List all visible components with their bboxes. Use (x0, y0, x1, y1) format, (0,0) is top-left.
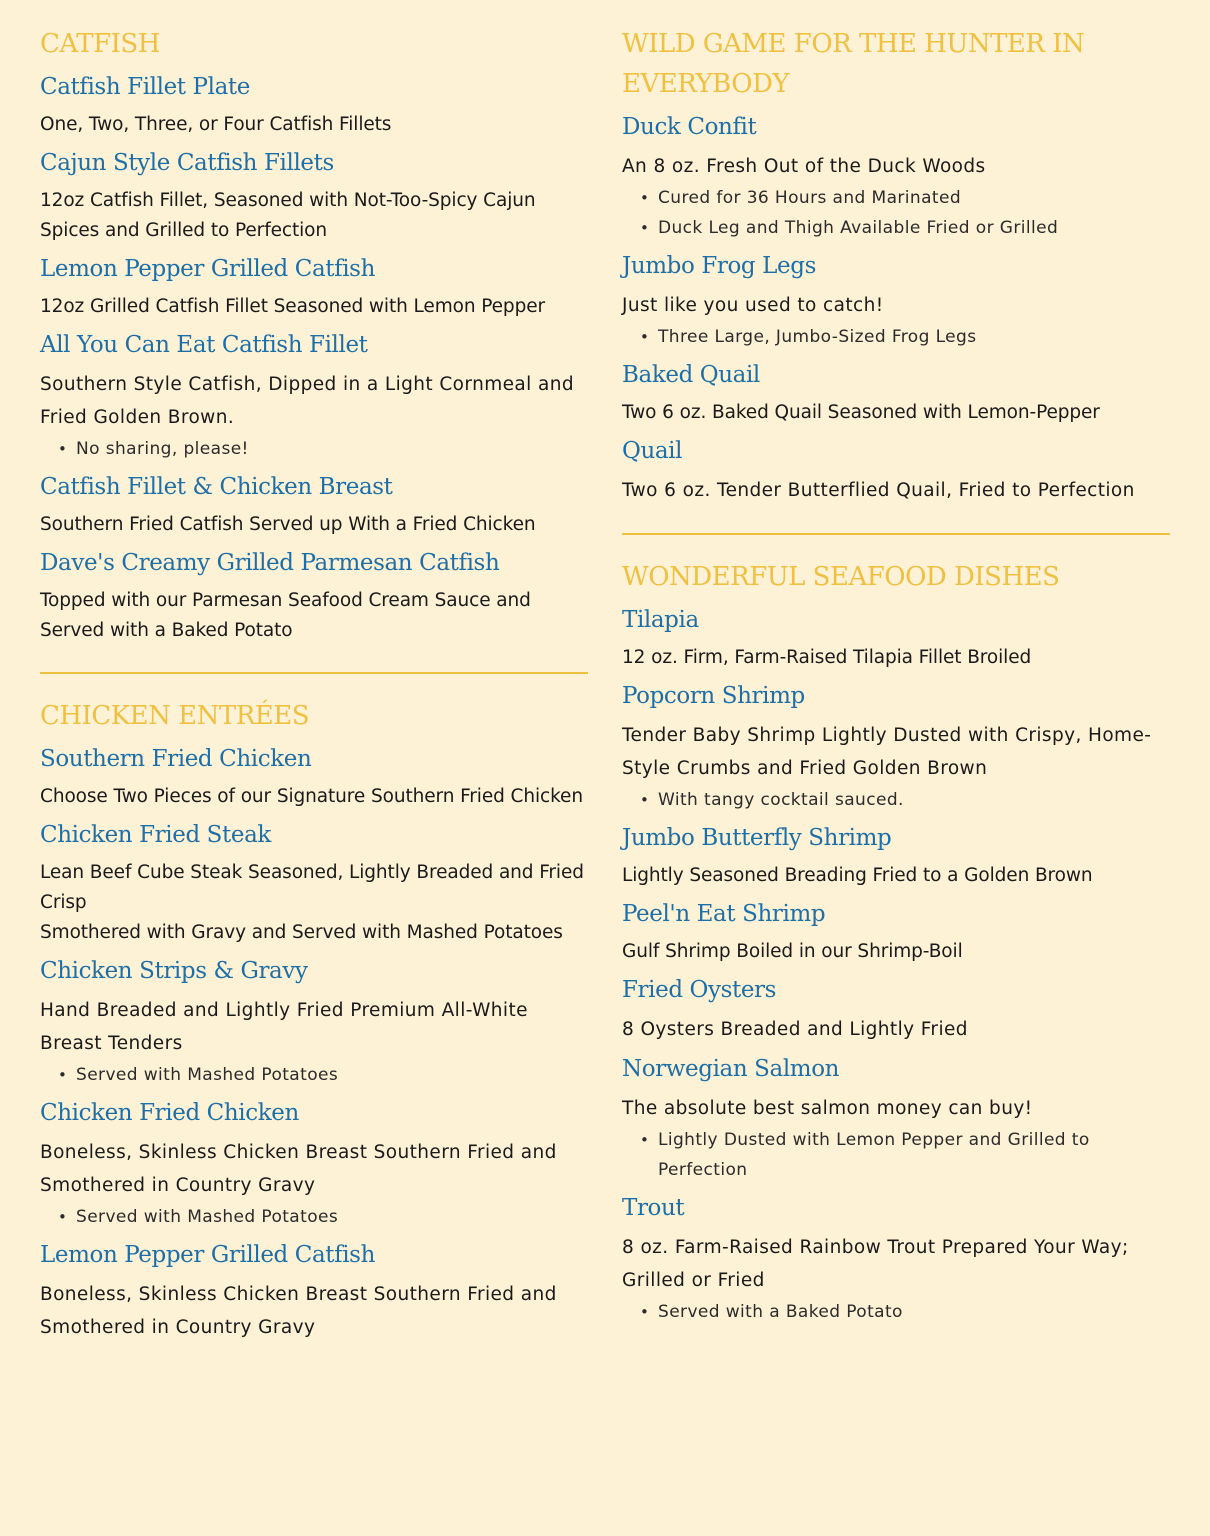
item-name: Chicken Fried Chicken (40, 1100, 299, 1126)
menu-item-fried-oysters (622, 973, 1170, 1046)
item-bullets (40, 434, 588, 464)
item-description: Just like you used to catch! (622, 295, 884, 316)
left-column (40, 24, 588, 1350)
item-description: Boneless, Skinless Chicken Breast Southern Fried and Smothered in Country Gravy (40, 1142, 557, 1196)
item-name: Tilapia (622, 607, 699, 633)
section-title: CATFISH (40, 29, 160, 59)
menu-item-peel-n-eat-shrimp (622, 897, 1170, 967)
item-description: 12oz Grilled Catfish Fillet Seasoned with Lemon Pepper (40, 296, 545, 317)
section-divider (40, 672, 588, 674)
item-description: Topped with our Parmesan Seafood Cream Sauce and Served with a Baked Potato (40, 590, 531, 641)
item-name: Dave's Creamy Grilled Parmesan Catfish (40, 550, 500, 576)
item-name: All You Can Eat Catfish Fillet (40, 332, 368, 358)
item-description: Tender Baby Shrimp Lightly Dusted with Crispy, Home-Style Crumbs and Fried Golden Brown (622, 725, 1152, 779)
item-name: Popcorn Shrimp (622, 683, 805, 709)
bullet-item: • Served with a Baked Potato (658, 1297, 1170, 1327)
menu-item-cajun-style-catfish-fillets (40, 146, 588, 246)
bullet-item: • No sharing, please! (76, 434, 588, 464)
menu-item-baked-quail (622, 358, 1170, 428)
item-description: 12oz Catfish Fillet, Seasoned with Not-Too-Spicy Cajun Spices and Grilled to Perfection (40, 190, 536, 241)
item-name: Jumbo Butterfly Shrimp (622, 825, 892, 851)
item-name: Trout (622, 1195, 685, 1221)
bullet-item: • Duck Leg and Thigh Available Fried or Grilled (658, 213, 1170, 243)
item-name: Chicken Fried Steak (40, 822, 271, 848)
section-title: CHICKEN ENTRÉES (40, 701, 310, 731)
bullet-item: • Served with Mashed Potatoes (76, 1060, 588, 1090)
menu-item-duck-confit (622, 110, 1170, 243)
menu-item-lemon-pepper-grilled-catfish (40, 1238, 588, 1344)
menu-item-jumbo-butterfly-shrimp (622, 821, 1170, 891)
item-description: Gulf Shrimp Boiled in our Shrimp-Boil (622, 941, 963, 962)
section-divider (622, 533, 1170, 535)
item-name: Southern Fried Chicken (40, 746, 312, 772)
item-bullets (622, 1297, 1170, 1327)
section-title: WILD GAME FOR THE HUNTER IN EVERYBODY (622, 29, 1085, 99)
item-bullets (40, 1202, 588, 1232)
menu-item-norwegian-salmon (622, 1052, 1170, 1185)
item-bullets (622, 1125, 1170, 1185)
item-description: 12 oz. Firm, Farm-Raised Tilapia Fillet Broiled (622, 647, 1032, 668)
menu-item-lemon-pepper-grilled-catfish (40, 252, 588, 322)
bullet-item: • Served with Mashed Potatoes (76, 1202, 588, 1232)
menu-item-dave-s-creamy-grilled-parmesan-catfish (40, 546, 588, 646)
item-bullets (622, 322, 1170, 352)
item-description: Two 6 oz. Baked Quail Seasoned with Lemon-Pepper (622, 402, 1100, 423)
item-description: Choose Two Pieces of our Signature Southern Fried Chicken (40, 786, 583, 807)
item-description: Grilled or Fried (622, 1270, 765, 1291)
item-description: 8 oz. Farm-Raised Rainbow Trout Prepared Your Way; (622, 1237, 1129, 1258)
bullet-item: • Three Large, Jumbo-Sized Frog Legs (658, 322, 1170, 352)
item-name: Jumbo Frog Legs (622, 253, 816, 279)
item-name: Lemon Pepper Grilled Catfish (40, 1242, 376, 1268)
item-description: Smothered with Gravy and Served with Mashed Potatoes (40, 922, 563, 943)
item-description: Two 6 oz. Tender Butterflied Quail, Fried to Perfection (622, 480, 1135, 501)
item-name: Quail (622, 438, 683, 464)
item-bullets (622, 183, 1170, 243)
menu-item-southern-fried-chicken (40, 742, 588, 812)
item-name: Peel'n Eat Shrimp (622, 901, 826, 927)
item-name: Cajun Style Catfish Fillets (40, 150, 334, 176)
item-description: One, Two, Three, or Four Catfish Fillets (40, 114, 392, 135)
section-title: WONDERFUL SEAFOOD DISHES (622, 562, 1060, 592)
menu-item-all-you-can-eat-catfish-fillet (40, 328, 588, 464)
item-description: Lean Beef Cube Steak Seasoned, Lightly Breaded and Fried Crisp (40, 862, 584, 913)
item-description: 8 Oysters Breaded and Lightly Fried (622, 1019, 968, 1040)
item-name: Chicken Strips & Gravy (40, 958, 308, 984)
menu-item-catfish-fillet-chicken-breast (40, 470, 588, 540)
menu-item-catfish-fillet-plate (40, 70, 588, 140)
item-description: The absolute best salmon money can buy! (622, 1098, 1033, 1119)
right-column (622, 24, 1170, 1333)
menu-item-chicken-strips-gravy (40, 954, 588, 1090)
item-description: Hand Breaded and Lightly Fried Premium All-White Breast Tenders (40, 1000, 528, 1054)
item-description: Boneless, Skinless Chicken Breast Southern Fried and Smothered in Country Gravy (40, 1284, 557, 1338)
item-name: Fried Oysters (622, 977, 777, 1003)
menu-item-tilapia (622, 603, 1170, 673)
menu-item-chicken-fried-chicken (40, 1096, 588, 1232)
item-name: Lemon Pepper Grilled Catfish (40, 256, 376, 282)
menu-item-jumbo-frog-legs (622, 249, 1170, 352)
item-description: Southern Style Catfish, Dipped in a Light Cornmeal and Fried Golden Brown. (40, 374, 574, 428)
bullet-item: • Cured for 36 Hours and Marinated (658, 183, 1170, 213)
item-name: Catfish Fillet & Chicken Breast (40, 474, 393, 500)
item-name: Baked Quail (622, 362, 760, 388)
item-name: Norwegian Salmon (622, 1056, 840, 1082)
bullet-item: • Lightly Dusted with Lemon Pepper and Grilled to Perfection (658, 1125, 1170, 1185)
item-name: Duck Confit (622, 114, 757, 140)
item-description: An 8 oz. Fresh Out of the Duck Woods (622, 156, 986, 177)
item-description: Lightly Seasoned Breading Fried to a Golden Brown (622, 865, 1093, 886)
item-bullets (40, 1060, 588, 1090)
menu-item-trout (622, 1191, 1170, 1327)
item-description: Southern Fried Catfish Served up With a Fried Chicken (40, 514, 536, 535)
item-name: Catfish Fillet Plate (40, 74, 250, 100)
menu-item-popcorn-shrimp (622, 679, 1170, 815)
item-bullets (622, 785, 1170, 815)
menu-item-quail (622, 434, 1170, 507)
menu-item-chicken-fried-steak (40, 818, 588, 948)
bullet-item: • With tangy cocktail sauced. (658, 785, 1170, 815)
